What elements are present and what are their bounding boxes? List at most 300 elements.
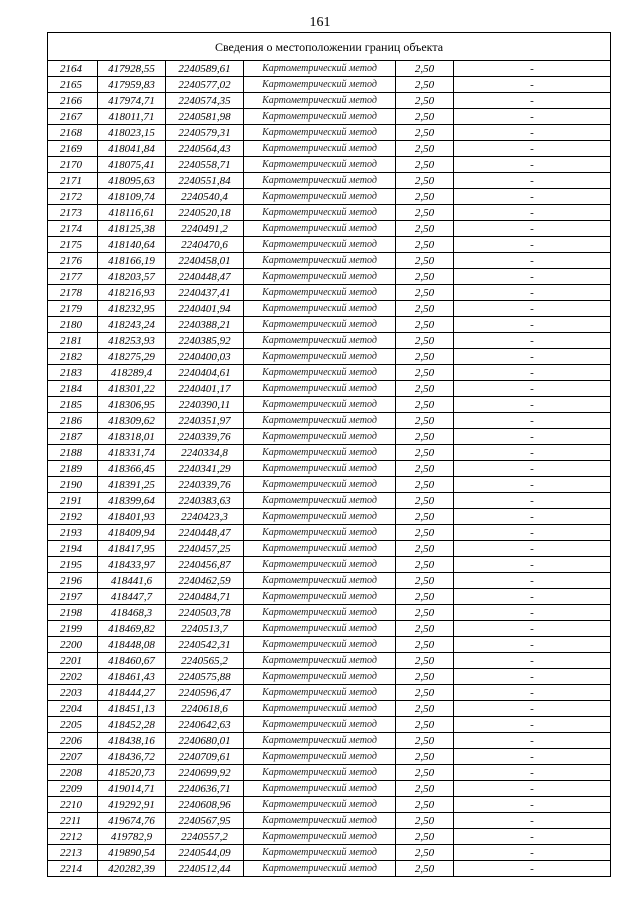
x-coordinate-cell: 418441,6 <box>98 573 166 589</box>
x-coordinate-cell: 418433,97 <box>98 557 166 573</box>
description-cell: - <box>454 717 611 733</box>
point-number-cell: 2166 <box>48 93 98 109</box>
x-coordinate-cell: 418409,94 <box>98 525 166 541</box>
accuracy-cell: 2,50 <box>396 845 454 861</box>
accuracy-cell: 2,50 <box>396 829 454 845</box>
page-number: 161 <box>309 15 331 30</box>
point-number-cell: 2191 <box>48 493 98 509</box>
method-cell: Картометрический метод <box>244 253 396 269</box>
accuracy-cell: 2,50 <box>396 733 454 749</box>
y-coordinate-cell: 2240383,63 <box>166 493 244 509</box>
accuracy-cell: 2,50 <box>396 525 454 541</box>
x-coordinate-cell: 418444,27 <box>98 685 166 701</box>
point-number-cell: 2208 <box>48 765 98 781</box>
method-cell: Картометрический метод <box>244 221 396 237</box>
accuracy-cell: 2,50 <box>396 93 454 109</box>
description-cell: - <box>454 301 611 317</box>
description-cell: - <box>454 237 611 253</box>
point-number-cell: 2173 <box>48 205 98 221</box>
y-coordinate-cell: 2240456,87 <box>166 557 244 573</box>
y-coordinate-cell: 2240567,95 <box>166 813 244 829</box>
method-cell: Картометрический метод <box>244 573 396 589</box>
method-cell: Картометрический метод <box>244 493 396 509</box>
method-cell: Картометрический метод <box>244 445 396 461</box>
accuracy-cell: 2,50 <box>396 253 454 269</box>
x-coordinate-cell: 420282,39 <box>98 861 166 877</box>
table-row <box>48 189 611 205</box>
table-row <box>48 157 611 173</box>
x-coordinate-cell: 419292,91 <box>98 797 166 813</box>
x-coordinate-cell: 419014,71 <box>98 781 166 797</box>
description-cell: - <box>454 541 611 557</box>
method-cell: Картометрический метод <box>244 301 396 317</box>
y-coordinate-cell: 2240699,92 <box>166 765 244 781</box>
y-coordinate-cell: 2240351,97 <box>166 413 244 429</box>
x-coordinate-cell: 418460,67 <box>98 653 166 669</box>
table-row <box>48 541 611 557</box>
point-number-cell: 2197 <box>48 589 98 605</box>
table-row <box>48 93 611 109</box>
boundary-table-container <box>47 32 610 877</box>
accuracy-cell: 2,50 <box>396 813 454 829</box>
description-cell: - <box>454 349 611 365</box>
method-cell: Картометрический метод <box>244 541 396 557</box>
accuracy-cell: 2,50 <box>396 125 454 141</box>
table-row <box>48 669 611 685</box>
table-caption: Сведения о местоположении границ объекта <box>48 33 611 61</box>
method-cell: Картометрический метод <box>244 189 396 205</box>
description-cell: - <box>454 77 611 93</box>
accuracy-cell: 2,50 <box>396 237 454 253</box>
y-coordinate-cell: 2240423,3 <box>166 509 244 525</box>
table-row <box>48 125 611 141</box>
point-number-cell: 2182 <box>48 349 98 365</box>
y-coordinate-cell: 2240577,02 <box>166 77 244 93</box>
description-cell: - <box>454 637 611 653</box>
method-cell: Картометрический метод <box>244 605 396 621</box>
description-cell: - <box>454 189 611 205</box>
point-number-cell: 2183 <box>48 365 98 381</box>
accuracy-cell: 2,50 <box>396 685 454 701</box>
x-coordinate-cell: 418318,01 <box>98 429 166 445</box>
x-coordinate-cell: 418448,08 <box>98 637 166 653</box>
x-coordinate-cell: 418417,95 <box>98 541 166 557</box>
x-coordinate-cell: 418447,7 <box>98 589 166 605</box>
y-coordinate-cell: 2240636,71 <box>166 781 244 797</box>
x-coordinate-cell: 418243,24 <box>98 317 166 333</box>
description-cell: - <box>454 461 611 477</box>
y-coordinate-cell: 2240542,31 <box>166 637 244 653</box>
x-coordinate-cell: 418301,22 <box>98 381 166 397</box>
y-coordinate-cell: 2240341,29 <box>166 461 244 477</box>
method-cell: Картометрический метод <box>244 829 396 845</box>
accuracy-cell: 2,50 <box>396 301 454 317</box>
accuracy-cell: 2,50 <box>396 429 454 445</box>
y-coordinate-cell: 2240618,6 <box>166 701 244 717</box>
y-coordinate-cell: 2240491,2 <box>166 221 244 237</box>
point-number-cell: 2206 <box>48 733 98 749</box>
method-cell: Картометрический метод <box>244 477 396 493</box>
description-cell: - <box>454 621 611 637</box>
description-cell: - <box>454 733 611 749</box>
method-cell: Картометрический метод <box>244 861 396 877</box>
description-cell: - <box>454 557 611 573</box>
point-number-cell: 2198 <box>48 605 98 621</box>
point-number-cell: 2196 <box>48 573 98 589</box>
table-row <box>48 781 611 797</box>
table-row <box>48 765 611 781</box>
point-number-cell: 2204 <box>48 701 98 717</box>
point-number-cell: 2180 <box>48 317 98 333</box>
table-row <box>48 333 611 349</box>
table-row <box>48 605 611 621</box>
x-coordinate-cell: 418095,63 <box>98 173 166 189</box>
table-row <box>48 445 611 461</box>
x-coordinate-cell: 418125,38 <box>98 221 166 237</box>
accuracy-cell: 2,50 <box>396 445 454 461</box>
x-coordinate-cell: 418253,93 <box>98 333 166 349</box>
y-coordinate-cell: 2240564,43 <box>166 141 244 157</box>
table-row <box>48 621 611 637</box>
point-number-cell: 2189 <box>48 461 98 477</box>
x-coordinate-cell: 418275,29 <box>98 349 166 365</box>
method-cell: Картометрический метод <box>244 621 396 637</box>
accuracy-cell: 2,50 <box>396 77 454 93</box>
accuracy-cell: 2,50 <box>396 269 454 285</box>
accuracy-cell: 2,50 <box>396 653 454 669</box>
point-number-cell: 2192 <box>48 509 98 525</box>
accuracy-cell: 2,50 <box>396 381 454 397</box>
description-cell: - <box>454 477 611 493</box>
point-number-cell: 2169 <box>48 141 98 157</box>
point-number-cell: 2193 <box>48 525 98 541</box>
x-coordinate-cell: 418468,3 <box>98 605 166 621</box>
table-row <box>48 61 611 77</box>
description-cell: - <box>454 749 611 765</box>
x-coordinate-cell: 418232,95 <box>98 301 166 317</box>
description-cell: - <box>454 205 611 221</box>
description-cell: - <box>454 861 611 877</box>
table-row <box>48 653 611 669</box>
x-coordinate-cell: 418366,45 <box>98 461 166 477</box>
table-row <box>48 413 611 429</box>
x-coordinate-cell: 418023,15 <box>98 125 166 141</box>
description-cell: - <box>454 141 611 157</box>
description-cell: - <box>454 589 611 605</box>
point-number-cell: 2214 <box>48 861 98 877</box>
accuracy-cell: 2,50 <box>396 365 454 381</box>
table-row <box>48 109 611 125</box>
method-cell: Картометрический метод <box>244 285 396 301</box>
accuracy-cell: 2,50 <box>396 349 454 365</box>
method-cell: Картометрический метод <box>244 845 396 861</box>
accuracy-cell: 2,50 <box>396 205 454 221</box>
accuracy-cell: 2,50 <box>396 797 454 813</box>
description-cell: - <box>454 685 611 701</box>
accuracy-cell: 2,50 <box>396 413 454 429</box>
x-coordinate-cell: 418469,82 <box>98 621 166 637</box>
x-coordinate-cell: 418436,72 <box>98 749 166 765</box>
accuracy-cell: 2,50 <box>396 461 454 477</box>
y-coordinate-cell: 2240540,4 <box>166 189 244 205</box>
method-cell: Картометрический метод <box>244 637 396 653</box>
x-coordinate-cell: 419674,76 <box>98 813 166 829</box>
point-number-cell: 2170 <box>48 157 98 173</box>
accuracy-cell: 2,50 <box>396 509 454 525</box>
y-coordinate-cell: 2240404,61 <box>166 365 244 381</box>
method-cell: Картометрический метод <box>244 733 396 749</box>
method-cell: Картометрический метод <box>244 653 396 669</box>
y-coordinate-cell: 2240437,41 <box>166 285 244 301</box>
description-cell: - <box>454 509 611 525</box>
y-coordinate-cell: 2240589,61 <box>166 61 244 77</box>
point-number-cell: 2168 <box>48 125 98 141</box>
point-number-cell: 2174 <box>48 221 98 237</box>
accuracy-cell: 2,50 <box>396 605 454 621</box>
point-number-cell: 2209 <box>48 781 98 797</box>
description-cell: - <box>454 285 611 301</box>
description-cell: - <box>454 269 611 285</box>
method-cell: Картометрический метод <box>244 317 396 333</box>
method-cell: Картометрический метод <box>244 365 396 381</box>
x-coordinate-cell: 418075,41 <box>98 157 166 173</box>
accuracy-cell: 2,50 <box>396 285 454 301</box>
table-row <box>48 685 611 701</box>
description-cell: - <box>454 109 611 125</box>
table-row <box>48 525 611 541</box>
table-row <box>48 813 611 829</box>
description-cell: - <box>454 573 611 589</box>
y-coordinate-cell: 2240557,2 <box>166 829 244 845</box>
accuracy-cell: 2,50 <box>396 541 454 557</box>
accuracy-cell: 2,50 <box>396 221 454 237</box>
y-coordinate-cell: 2240400,03 <box>166 349 244 365</box>
point-number-cell: 2194 <box>48 541 98 557</box>
x-coordinate-cell: 418306,95 <box>98 397 166 413</box>
x-coordinate-cell: 419782,9 <box>98 829 166 845</box>
y-coordinate-cell: 2240575,88 <box>166 669 244 685</box>
point-number-cell: 2171 <box>48 173 98 189</box>
description-cell: - <box>454 221 611 237</box>
method-cell: Картометрический метод <box>244 237 396 253</box>
x-coordinate-cell: 418438,16 <box>98 733 166 749</box>
table-row <box>48 221 611 237</box>
point-number-cell: 2186 <box>48 413 98 429</box>
description-cell: - <box>454 845 611 861</box>
x-coordinate-cell: 418520,73 <box>98 765 166 781</box>
point-number-cell: 2203 <box>48 685 98 701</box>
description-cell: - <box>454 125 611 141</box>
y-coordinate-cell: 2240581,98 <box>166 109 244 125</box>
y-coordinate-cell: 2240512,44 <box>166 861 244 877</box>
x-coordinate-cell: 418216,93 <box>98 285 166 301</box>
y-coordinate-cell: 2240448,47 <box>166 525 244 541</box>
y-coordinate-cell: 2240401,17 <box>166 381 244 397</box>
point-number-cell: 2165 <box>48 77 98 93</box>
method-cell: Картометрический метод <box>244 813 396 829</box>
method-cell: Картометрический метод <box>244 333 396 349</box>
y-coordinate-cell: 2240558,71 <box>166 157 244 173</box>
y-coordinate-cell: 2240642,63 <box>166 717 244 733</box>
table-row <box>48 365 611 381</box>
point-number-cell: 2179 <box>48 301 98 317</box>
table-row <box>48 701 611 717</box>
method-cell: Картометрический метод <box>244 397 396 413</box>
y-coordinate-cell: 2240551,84 <box>166 173 244 189</box>
table-row <box>48 749 611 765</box>
accuracy-cell: 2,50 <box>396 333 454 349</box>
method-cell: Картометрический метод <box>244 109 396 125</box>
table-row <box>48 205 611 221</box>
point-number-cell: 2195 <box>48 557 98 573</box>
point-number-cell: 2211 <box>48 813 98 829</box>
method-cell: Картометрический метод <box>244 269 396 285</box>
point-number-cell: 2212 <box>48 829 98 845</box>
y-coordinate-cell: 2240544,09 <box>166 845 244 861</box>
y-coordinate-cell: 2240680,01 <box>166 733 244 749</box>
accuracy-cell: 2,50 <box>396 861 454 877</box>
table-row <box>48 237 611 253</box>
boundary-coordinates-table <box>47 32 611 877</box>
y-coordinate-cell: 2240503,78 <box>166 605 244 621</box>
y-coordinate-cell: 2240339,76 <box>166 429 244 445</box>
y-coordinate-cell: 2240339,76 <box>166 477 244 493</box>
table-row <box>48 861 611 877</box>
x-coordinate-cell: 418289,4 <box>98 365 166 381</box>
description-cell: - <box>454 317 611 333</box>
point-number-cell: 2164 <box>48 61 98 77</box>
description-cell: - <box>454 381 611 397</box>
method-cell: Картометрический метод <box>244 429 396 445</box>
description-cell: - <box>454 157 611 173</box>
point-number-cell: 2201 <box>48 653 98 669</box>
method-cell: Картометрический метод <box>244 61 396 77</box>
method-cell: Картометрический метод <box>244 749 396 765</box>
description-cell: - <box>454 797 611 813</box>
description-cell: - <box>454 765 611 781</box>
x-coordinate-cell: 418452,28 <box>98 717 166 733</box>
point-number-cell: 2181 <box>48 333 98 349</box>
point-number-cell: 2177 <box>48 269 98 285</box>
method-cell: Картометрический метод <box>244 685 396 701</box>
x-coordinate-cell: 418109,74 <box>98 189 166 205</box>
x-coordinate-cell: 417928,55 <box>98 61 166 77</box>
table-row <box>48 285 611 301</box>
table-row <box>48 573 611 589</box>
table-row <box>48 557 611 573</box>
y-coordinate-cell: 2240458,01 <box>166 253 244 269</box>
method-cell: Картометрический метод <box>244 141 396 157</box>
description-cell: - <box>454 397 611 413</box>
y-coordinate-cell: 2240565,2 <box>166 653 244 669</box>
accuracy-cell: 2,50 <box>396 397 454 413</box>
method-cell: Картометрический метод <box>244 589 396 605</box>
point-number-cell: 2178 <box>48 285 98 301</box>
accuracy-cell: 2,50 <box>396 109 454 125</box>
accuracy-cell: 2,50 <box>396 189 454 205</box>
y-coordinate-cell: 2240470,6 <box>166 237 244 253</box>
method-cell: Картометрический метод <box>244 765 396 781</box>
description-cell: - <box>454 93 611 109</box>
method-cell: Картометрический метод <box>244 205 396 221</box>
point-number-cell: 2188 <box>48 445 98 461</box>
table-row <box>48 829 611 845</box>
table-row <box>48 141 611 157</box>
table-row <box>48 429 611 445</box>
description-cell: - <box>454 605 611 621</box>
y-coordinate-cell: 2240608,96 <box>166 797 244 813</box>
method-cell: Картометрический метод <box>244 77 396 93</box>
x-coordinate-cell: 418203,57 <box>98 269 166 285</box>
method-cell: Картометрический метод <box>244 173 396 189</box>
description-cell: - <box>454 429 611 445</box>
accuracy-cell: 2,50 <box>396 61 454 77</box>
table-row <box>48 381 611 397</box>
description-cell: - <box>454 669 611 685</box>
x-coordinate-cell: 418331,74 <box>98 445 166 461</box>
description-cell: - <box>454 253 611 269</box>
accuracy-cell: 2,50 <box>396 573 454 589</box>
accuracy-cell: 2,50 <box>396 637 454 653</box>
x-coordinate-cell: 418461,43 <box>98 669 166 685</box>
x-coordinate-cell: 417959,83 <box>98 77 166 93</box>
accuracy-cell: 2,50 <box>396 717 454 733</box>
method-cell: Картометрический метод <box>244 157 396 173</box>
point-number-cell: 2184 <box>48 381 98 397</box>
accuracy-cell: 2,50 <box>396 589 454 605</box>
y-coordinate-cell: 2240574,35 <box>166 93 244 109</box>
table-row <box>48 493 611 509</box>
y-coordinate-cell: 2240457,25 <box>166 541 244 557</box>
accuracy-cell: 2,50 <box>396 765 454 781</box>
accuracy-cell: 2,50 <box>396 749 454 765</box>
table-row <box>48 717 611 733</box>
point-number-cell: 2207 <box>48 749 98 765</box>
method-cell: Картометрический метод <box>244 669 396 685</box>
description-cell: - <box>454 701 611 717</box>
method-cell: Картометрический метод <box>244 717 396 733</box>
point-number-cell: 2167 <box>48 109 98 125</box>
y-coordinate-cell: 2240484,71 <box>166 589 244 605</box>
method-cell: Картометрический метод <box>244 557 396 573</box>
y-coordinate-cell: 2240390,11 <box>166 397 244 413</box>
method-cell: Картометрический метод <box>244 781 396 797</box>
description-cell: - <box>454 813 611 829</box>
method-cell: Картометрический метод <box>244 461 396 477</box>
point-number-cell: 2202 <box>48 669 98 685</box>
x-coordinate-cell: 418041,84 <box>98 141 166 157</box>
description-cell: - <box>454 525 611 541</box>
x-coordinate-cell: 418391,25 <box>98 477 166 493</box>
y-coordinate-cell: 2240513,7 <box>166 621 244 637</box>
accuracy-cell: 2,50 <box>396 621 454 637</box>
table-row <box>48 461 611 477</box>
accuracy-cell: 2,50 <box>396 781 454 797</box>
description-cell: - <box>454 781 611 797</box>
point-number-cell: 2172 <box>48 189 98 205</box>
x-coordinate-cell: 419890,54 <box>98 845 166 861</box>
method-cell: Картометрический метод <box>244 125 396 141</box>
description-cell: - <box>454 173 611 189</box>
table-row <box>48 477 611 493</box>
y-coordinate-cell: 2240334,8 <box>166 445 244 461</box>
accuracy-cell: 2,50 <box>396 557 454 573</box>
x-coordinate-cell: 418166,19 <box>98 253 166 269</box>
description-cell: - <box>454 61 611 77</box>
table-row <box>48 301 611 317</box>
x-coordinate-cell: 418451,13 <box>98 701 166 717</box>
description-cell: - <box>454 365 611 381</box>
